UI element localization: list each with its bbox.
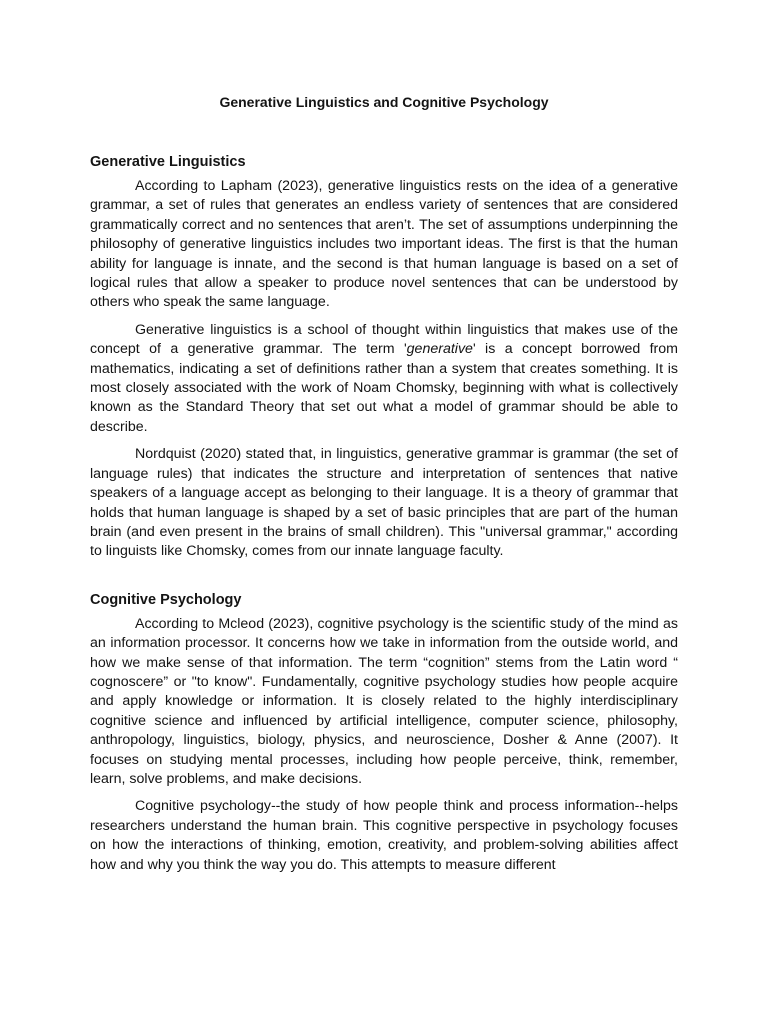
section-heading-generative-linguistics: Generative Linguistics [90, 154, 246, 170]
paragraph-text-segment: Generative linguistics is a school of thought within linguistics that makes use of the concept of a generative grammar. The term ' [90, 321, 678, 358]
paragraph-cognitive-study: Cognitive psychology--the study of how people think and process information--helps researchers understand the human brain. This cognitive perspective in psychology focuses on how the interactions of thinking, emotion, creativity, and problem-solving abilities affect how and why you think the way you do. This attempts to measure different [90, 798, 678, 873]
section-heading-cognitive-psychology: Cognitive Psychology [90, 591, 242, 608]
document-title: Generative Linguistics and Cognitive Psychology [219, 94, 549, 110]
paragraph-lapham: According to Lapham (2023), generative linguistics rests on the idea of a generative grammar, a set of rules that generates an endless variety of sentences that are considered grammatically correct and no sentences that aren’t. The set of assumptions underpinning the philosophy of generative linguistics includes two important ideas. The first is that the human ability for language is innate, and the second is that human language is based on a set of logical rules that allow a speaker to produce novel sentences that can be understood by others who speak the same language. [90, 178, 678, 311]
document-page [90, 92, 678, 883]
paragraph-text-segment: ' is a concept borrowed from mathematics, indicating a set of definitions rather than a system that creates something. It is most closely associated with the work of Noam Chomsky, beginning with what is collectively known as the Standard Theory that set out what a model of grammar should be able to describe. [90, 341, 678, 435]
paragraph-generative-school [90, 321, 678, 437]
emphasized-term: generative [406, 341, 473, 358]
paragraph-nordquist: Nordquist (2020) stated that, in linguistics, generative grammar is grammar (the set of language rules) that indicates the structure and interpretation of sentences that native speakers of a language accept as belonging to their language. It is a theory of grammar that holds that human language is shaped by a set of basic principles that are part of the human brain (and even present in the brains of small children). This "universal grammar," according to linguists like Chomsky, comes from our innate language faculty. [90, 446, 678, 560]
paragraph-mcleod: According to Mcleod (2023), cognitive psychology is the scientific study of the mind as an information processor. It concerns how we take in information from the outside world, and how we make sense of that information. The term “cognition” stems from the Latin word “ cognoscere” or "to know". Fundamentally, cognitive psychology studies how people acquire and apply knowledge or information. It is closely related to the highly interdisciplinary cognitive science and influenced by artificial intelligence, computer science, philosophy, anthropology, linguistics, biology, physics, and neuroscience, Dosher & Anne (2007). It focuses on studying mental processes, including how people perceive, think, remember, learn, solve problems, and make decisions. [90, 615, 678, 787]
